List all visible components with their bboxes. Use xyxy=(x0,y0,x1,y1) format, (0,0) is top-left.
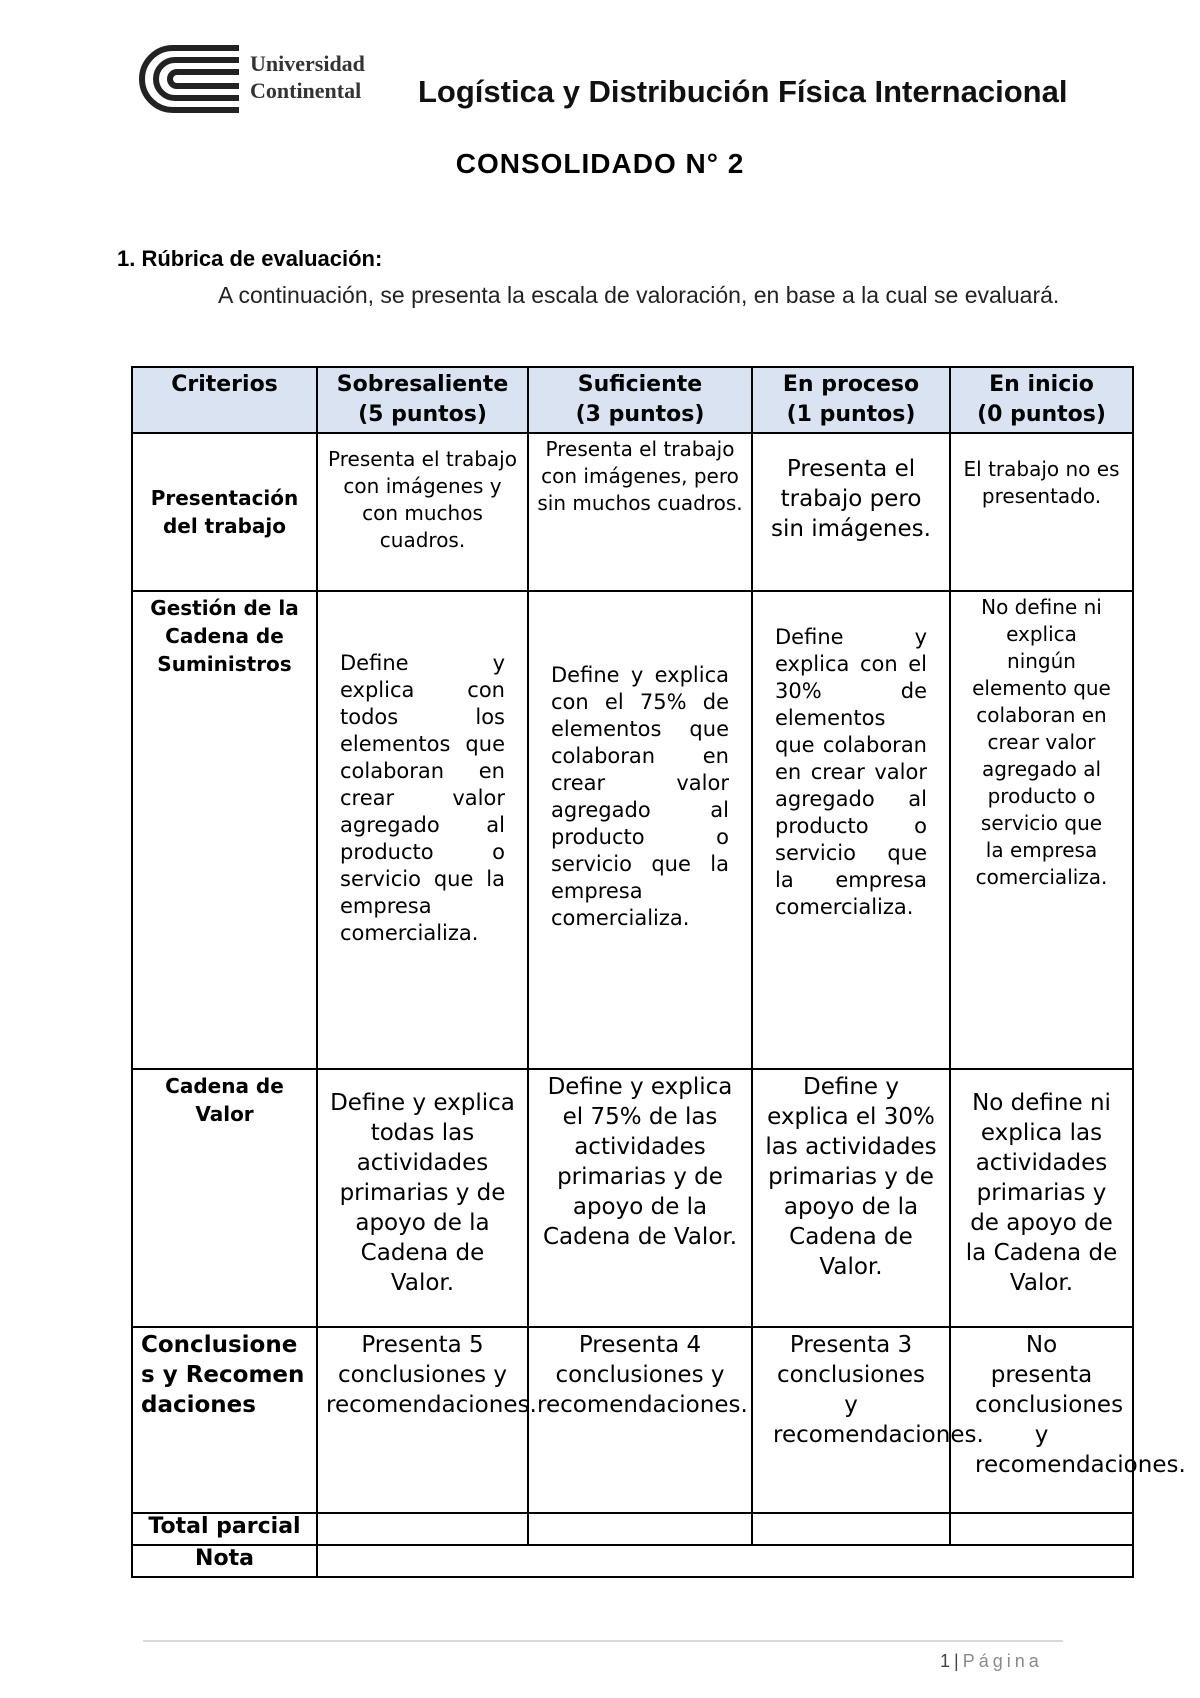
section-heading: 1. Rúbrica de evaluación: xyxy=(117,246,383,271)
continental-logo-icon xyxy=(143,44,243,114)
rubric-cell: Define y explica con el 30% de elementos que colaboran en crear valor agregado al producto o servicio que la empresa comercializa. xyxy=(752,591,950,1069)
rubric-cell: No presenta conclusiones y recomendaciones. xyxy=(950,1327,1133,1513)
total-cell-suficiente[interactable] xyxy=(528,1513,752,1545)
consolidado-heading: CONSOLIDADO N° 2 xyxy=(455,148,745,179)
rubric-row-cadena-valor xyxy=(132,1069,1133,1327)
rubric-cell: Presenta 5 conclusiones y recomendaciones. xyxy=(317,1327,528,1513)
header-name: Sobresaliente xyxy=(336,372,509,397)
criterion-cell: Gestión de la Cadena de Suministros xyxy=(132,591,317,1069)
header-en-inicio xyxy=(950,367,1133,433)
rubric-cell: Define y explica el 30% las actividades primarias y de apoyo de la Cadena de Valor. xyxy=(752,1069,950,1327)
header-criterios xyxy=(132,367,317,433)
rubric-row-presentacion xyxy=(132,433,1133,591)
header-points: (3 puntos) xyxy=(575,402,705,427)
page-label: Página xyxy=(962,1651,1043,1671)
criterion-cell: Cadena de Valor xyxy=(132,1069,317,1327)
header-points: (5 puntos) xyxy=(358,402,487,427)
total-cell-sobresaliente[interactable] xyxy=(317,1513,528,1545)
header-points: (1 puntos) xyxy=(786,402,916,427)
page-footer xyxy=(940,1651,1043,1672)
university-logo xyxy=(143,44,383,114)
rubric-cell: Presenta 4 conclusiones y recomendaciones. xyxy=(528,1327,752,1513)
rubric-table xyxy=(131,366,1186,1578)
header-suficiente xyxy=(528,367,752,433)
rubric-cell: Define y explica todas las actividades primarias y de apoyo de la Cadena de Valor. xyxy=(317,1069,528,1327)
footer-separator: | xyxy=(954,1651,959,1671)
rubric-cell: El trabajo no es presentado. xyxy=(950,433,1133,591)
rubric-cell: Presenta el trabajo con imágenes y con muchos cuadros. xyxy=(317,433,528,591)
rubric-row-gestion xyxy=(132,591,1133,1069)
rubric-cell: Define y explica con el 75% de elementos que colaboran en crear valor agregado al producto o servicio que la empresa comercializa. xyxy=(528,591,752,1069)
nota-cell[interactable] xyxy=(317,1545,1133,1577)
header-name: En proceso xyxy=(782,372,920,397)
total-label: Total parcial xyxy=(132,1513,317,1545)
header-name: En inicio xyxy=(989,372,1094,397)
document-title: Logística y Distribución Física Internacional xyxy=(418,74,1068,109)
header-name: Criterios xyxy=(171,372,278,397)
rubric-cell: Presenta 3 conclusiones y recomendaciones. xyxy=(752,1327,950,1513)
rubric-cell: Presenta el trabajo pero sin imágenes. xyxy=(752,433,950,591)
logo-line-2: Continental xyxy=(250,78,362,103)
rubric-header-row xyxy=(132,367,1133,433)
rubric-cell: Define y explica el 75% de las actividades primarias y de apoyo de la Cadena de Valor. xyxy=(528,1069,752,1327)
total-cell-en-inicio[interactable] xyxy=(950,1513,1133,1545)
page-number: 1 xyxy=(940,1651,951,1671)
rubric-row-conclusiones xyxy=(132,1327,1133,1513)
section-intro: A continuación, se presenta la escala de valoración, en base a la cual se evaluará. xyxy=(218,282,1060,308)
header-sobresaliente xyxy=(317,367,528,433)
header-name: Suficiente xyxy=(577,372,703,397)
rubric-cell: Define y explica con todos los elementos que colaboran en crear valor agregado al producto o servicio que la empresa comercializa. xyxy=(317,591,528,1069)
rubric-row-nota xyxy=(132,1545,1133,1577)
total-cell-en-proceso[interactable] xyxy=(752,1513,950,1545)
logo-line-1: Universidad xyxy=(250,51,365,76)
logo-wordmark xyxy=(250,50,365,104)
nota-label: Nota xyxy=(132,1545,317,1577)
rubric-cell: Presenta el trabajo con imágenes, pero sin muchos cuadros. xyxy=(528,433,752,591)
footer-divider xyxy=(143,1640,1063,1642)
rubric-cell: No define ni explica las actividades primarias y de apoyo de la Cadena de Valor. xyxy=(950,1069,1133,1327)
criterion-cell: Conclusiones y Recomendaciones xyxy=(132,1327,317,1513)
criterion-cell: Presentación del trabajo xyxy=(132,433,317,591)
header-points: (0 puntos) xyxy=(977,402,1106,427)
header-en-proceso xyxy=(752,367,950,433)
rubric-row-total xyxy=(132,1513,1133,1545)
rubric-cell: No define ni explica ningún elemento que colaboran en crear valor agregado al producto o servicio que la empresa comercializa. xyxy=(950,591,1133,1069)
